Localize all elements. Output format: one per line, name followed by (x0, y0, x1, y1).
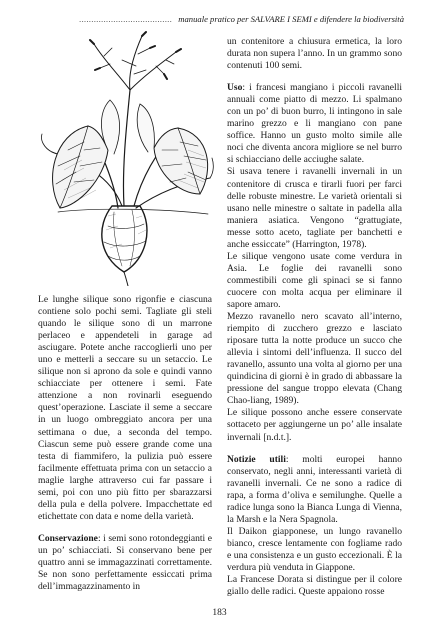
pickled-silique-paragraph: Le silique possono anche essere conservate sottaceto per aggiungerne un po’ alle insalate invernali [n.d.t.]. (227, 407, 402, 443)
seed-harvest-paragraph: Le lunghe silique sono rigonfie e ciascuna contiene solo pochi semi. Tagliate gli steli quando le silique sono di un marrone perlaceo e appendeteli in garage ad asciugare. Potete anche raccoglierli uno per uno e metterli a seccare su un setaccio. Le silique non si aprono da sole e quindi vanno schiacciate per ottenere i semi. Fate attenzione a non rovinarli eseguendo quest’operazione. Lasciate il seme a seccare in un luogo ombreggiato ancora per una settimana o due, a seconda del tempo. Ciascun seme può essere grande come una testa di fiammifero, la pulizia può essere facilmente effettuata prima con un setaccio a maglie larghe attraverso cui far passare i semi, poi con uno più fitto per sbarazzarsi della pula e della polvere. Impacchettate ed etichettate con data e nome della varietà. (38, 294, 212, 522)
daikon-paragraph: Il Daikon giapponese, un lungo ravanello bianco, cresce lentamente con fogliame rado e una consistenza e un gusto eccezionali. È la verdura più venduta in Giappone. (227, 525, 402, 573)
header-leader: ...................................... (79, 14, 173, 24)
uses-paragraph (227, 82, 402, 166)
radish-plant-illustration (38, 30, 216, 286)
uses-label: Uso (227, 82, 243, 94)
running-header (36, 14, 404, 28)
silique-vegetable-paragraph: Le silique vengono usate come verdura in Asia. Le foglie dei ravanelli sono commestibili come gli spinaci se si fanno cuocere con molta acqua per eliminare il sapore amaro. (227, 250, 402, 310)
page-number: 183 (212, 608, 227, 618)
useful-notes-text: : molti europei hanno conservato, negli anni, interessanti varietà di ravanelli invernali. Ce ne sono a radice di rapa, a forma d’oliva e semilunghe. Quelle a radice lunga sono la Bianca Lunga di Vienna, la Marsh e la Nera Spagnola. (227, 453, 402, 525)
header-title: manuale pratico per SALVARE I SEMI e difendere la biodiversità (178, 14, 404, 24)
conservation-text: : i semi sono rotondeggianti e un po’ schiacciati. Si conservano bene per quattro anni se immagazzinati correttamente. Se non sono perfettamente essiccati prima dell’immagazzinamento in (38, 532, 212, 593)
left-text-column (38, 294, 212, 593)
right-text-column (227, 36, 402, 598)
conservation-paragraph (38, 533, 212, 593)
useful-notes-paragraph (227, 454, 402, 526)
golden-french-paragraph: La Francese Dorata si distingue per il colore giallo delle radici. Queste appaiono rosse (227, 574, 402, 598)
useful-notes-label: Notizie utili (227, 453, 286, 465)
conservation-label: Conservazione (38, 532, 98, 544)
continuation-paragraph: un contenitore a chiusura ermetica, la loro durata non supera l’anno. In un grammo sono contenuti 100 semi. (227, 36, 402, 72)
winter-radish-paragraph: Si usava tenere i ravanelli invernali in un contenitore di crusca e tirarli fuori per farci delle robuste minestre. Le varietà orientali si usano nelle minestre o saltate in padella alla maniera asiatica. Vengono “grattugiate, messe sotto aceto, tagliate per banchetti e anche essiccate” (Harrington, 1978). (227, 166, 402, 250)
uses-text: : i francesi mangiano i piccoli ravanelli annuali come piatto di mezzo. Li spalmano con un po’ di buon burro, li intingono in sale marino grezzo e li mangiano con pane soffice. Hanno un gusto molto simile alle noci che diventa ancora migliore se nel burro si schiacciano delle acciughe salate. (227, 82, 402, 166)
black-radish-remedy-paragraph: Mezzo ravanello nero scavato all’interno, riempito di zucchero grezzo e lasciato riposare tutta la notte produce un succo che allevia i sintomi dell’influenza. Il succo del ravanello, assunto una volta al giorno per una quindicina di giorni è in grado di abbassare la pressione del sangue troppo elevata (Chang Chao-liang, 1989). (227, 311, 402, 407)
